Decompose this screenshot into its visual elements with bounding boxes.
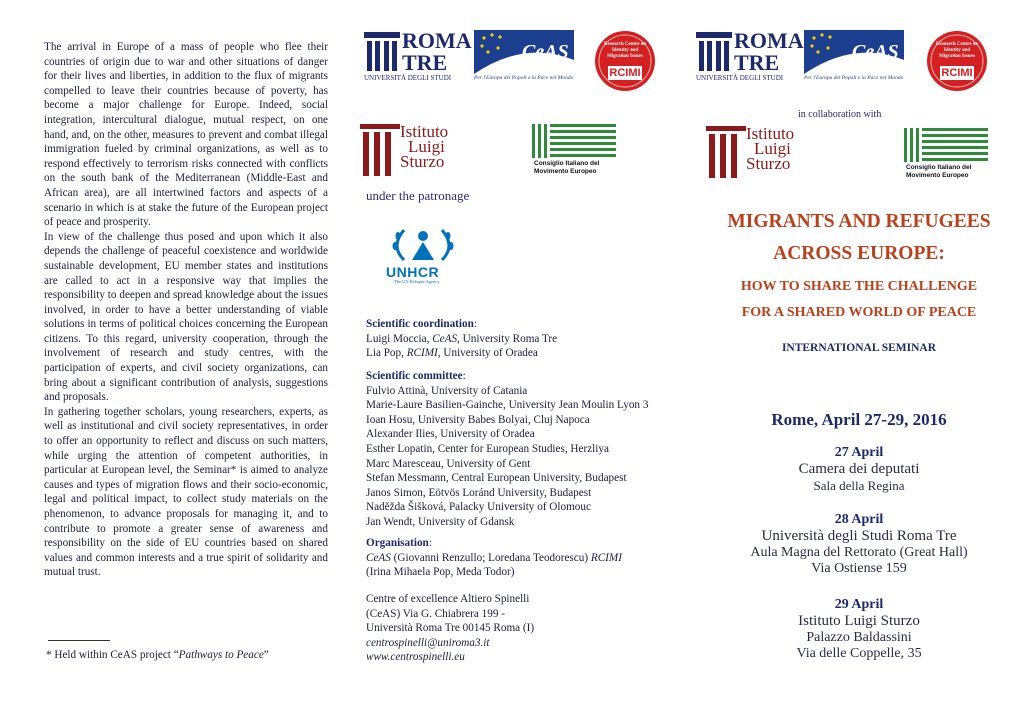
footnote-project: Pathways to Peace	[178, 649, 264, 661]
contact-email-link[interactable]: centrospinelli@uniroma3.it	[366, 636, 490, 649]
sturzo-emblem-icon	[360, 124, 400, 176]
day-date: 29 April	[834, 597, 884, 612]
roma-tre-bottom-text: TRE	[734, 50, 780, 75]
roma-tre-logo	[364, 28, 472, 82]
contact-line-1: Centre of excellence Altiero Spinelli	[366, 593, 530, 605]
sturzo-emblem-icon	[706, 126, 746, 178]
intro-paragraph-1: The arrival in Europe of a mass of people who flee their countries of origin due to war and other situations of danger for their lives and liberties, in addition to the flux of migrants compelled to leave their countries because of poverty, has become a major challenge for Europe. Indeed, social integration, intercultural dialogue, mutual respect, on one hand, and, on the other, measures to prevent and combat illegal immigration fueled by criminal organizations, as well as to respond effectively to terrorism risks connected with conflicts on the south bank of the Mediterranean (Middle-East and African area), are all intertwined factors and aspects of a scenario in which is at stake the future of the European project of peace and prosperity.	[44, 41, 328, 229]
coordination-heading: Scientific coordination	[366, 318, 474, 330]
organisation-line-1	[366, 551, 622, 566]
coordinator-2	[366, 346, 557, 361]
title-line-3: HOW TO SHARE THE CHALLENGE	[740, 279, 978, 294]
sturzo-text-2: Luigi	[754, 139, 791, 158]
coordinator-1-centre: CeAS	[432, 332, 458, 345]
rcimi-logo	[594, 30, 656, 92]
cime-stripes-icon	[902, 128, 988, 162]
contact-block	[366, 592, 534, 665]
unhcr-text: UNHCR	[386, 264, 440, 280]
committee-member: Marie-Laure Basilien-Gainche, University Jean Moulin Lyon 3	[366, 399, 649, 412]
ceas-sub-text: Per l'Europa dei Popoli e la Pace nel Mondo	[804, 75, 904, 81]
organisation-ceas-people: (Giovanni Renzullo; Loredana Teodorescu)	[390, 551, 591, 564]
sturzo-text-1: Istituto	[400, 122, 449, 141]
committee-member: Fulvio Attinà, University of Catania	[366, 384, 528, 397]
roma-tre-top-text: ROMA	[402, 28, 472, 53]
rcimi-emblem-icon	[594, 30, 656, 92]
committee-member: Ioan Hosu, University Babes Bolyai, Cluj Napoca	[366, 413, 590, 426]
title-line-4: FOR A SHARED WORLD OF PEACE	[741, 305, 977, 320]
coordinator-2-centre: RCIMI	[406, 347, 438, 360]
organisation	[366, 536, 622, 580]
rcimi-text: RCIMI	[941, 67, 973, 79]
day-27-april	[698, 445, 1020, 494]
rcimi-text: RCIMI	[609, 67, 641, 79]
ceas-sub-text: Per l'Europa dei Popoli e la Pace nel Mondo	[474, 75, 574, 81]
coordinator-1-univ: , University Roma Tre	[457, 332, 558, 345]
day-29-april	[698, 597, 1020, 662]
committee-heading: Scientific committee	[366, 370, 463, 382]
day-28-april	[698, 512, 1020, 577]
cime-text-1: Consiglio Italiano del	[906, 164, 972, 171]
event-date: Rome, April 27-29, 2016	[771, 410, 947, 429]
coordinator-1-name: Luigi Moccia,	[366, 332, 433, 345]
sturzo-logo	[360, 124, 456, 180]
unhcr-logo	[382, 222, 464, 284]
day-room: Sala della Regina	[813, 478, 905, 493]
footnote-prefix: * Held within CeAS project “	[46, 649, 179, 661]
intro-paragraph-3: In gathering together scholars, young researchers, experts, as well as institutional and civil society representatives, in order to offer an opportunity to reflect and discuss on such matters, while urging the attention of competent authorities, in particular at European level, the Seminar* is aimed to analyze causes and types of migration flows and their socio-economic, legal and political impact, to collect study materials on the phenomenon, to advance proposals for managing it, and to contribute to promote a greater sense of awareness and responsibility on the side of EU countries based on shared values and common interests and a true spirit of solidarity and mutual trust.	[44, 405, 328, 579]
title-line-1: MIGRANTS AND REFUGEES	[727, 211, 991, 232]
sturzo-text-1: Istituto	[746, 124, 795, 143]
committee-colon: :	[462, 370, 466, 382]
organisation-line-2: (Irina Mihaela Pop, Meda Todor)	[366, 566, 515, 579]
day-room: Aula Magna del Rettorato (Great Hall)	[750, 545, 968, 560]
sturzo-logo	[706, 126, 802, 182]
day-address: Via delle Coppelle, 35	[796, 646, 922, 661]
intro-text	[44, 40, 328, 580]
ceas-emblem-icon	[804, 30, 904, 74]
day-venue: Istituto Luigi Sturzo	[798, 613, 920, 629]
day-room: Palazzo Baldassini	[806, 630, 912, 645]
cime-text-2: Movimento Europeo	[534, 167, 597, 175]
committee-member: Esther Lopatin, Center for European Studies, Herzliya	[366, 442, 609, 455]
footnote-rule	[48, 640, 110, 641]
sturzo-text-3: Sturzo	[746, 154, 791, 173]
scientific-committee	[366, 369, 648, 530]
rcimi-emblem-icon	[926, 30, 988, 92]
intro-paragraph-2: In view of the challenge thus posed and upon which it also depends the challenge of peaceful coexistence and worldwide sustainable development, EU member states and institutions are called to act in a responsive way that implies the responsibility to deepen and spread knowledge about the issues involved, in order to have a better understanding of viable solutions in terms of political choices concerning the European citizens. To this regard, university cooperation, through the involvement of research and study centres, with the participation of experts, and civil society organizations, can bring about a significant contribution of analysis, suggestions and proposals.	[44, 230, 328, 404]
cime-text-2: Movimento Europeo	[906, 171, 969, 179]
coordinator-2-univ: , University of Oradea	[437, 347, 538, 360]
committee-member: Jan Wendt, University of Gdansk	[366, 515, 515, 528]
coordination-colon: :	[473, 318, 477, 330]
cime-text-1: Consiglio Italiano del	[534, 160, 600, 167]
contact-line-3: Università Roma Tre 00145 Roma (I)	[366, 622, 535, 635]
roma-tre-emblem-icon	[364, 32, 400, 76]
coordinator-1	[366, 332, 557, 347]
day-venue: Università degli Studi Roma Tre	[761, 528, 957, 544]
rcimi-logo	[926, 30, 988, 92]
organisation-rcimi: RCIMI	[590, 551, 622, 564]
contact-line-2: (CeAS) Via G. Chiabrera 199 -	[366, 607, 505, 620]
day-address: Via Ostiense 159	[811, 561, 907, 576]
footnote-suffix: ”	[263, 649, 269, 661]
rcimi-top-text: Research Centre on Identity and Migration Issues	[935, 42, 979, 59]
title-line-2: ACROSS EUROPE:	[773, 243, 945, 264]
seminar-label: INTERNATIONAL SEMINAR	[781, 342, 937, 354]
cime-stripes-icon	[530, 124, 616, 158]
patronage-label: under the patronage	[366, 188, 470, 203]
roma-tre-sub-text: UNIVERSITÀ DEGLI STUDI	[696, 74, 784, 82]
committee-member: Stefan Messmann, Central European University, Budapest	[366, 472, 627, 485]
unhcr-sub-text: The UN Refugee Agency	[394, 279, 440, 284]
scientific-coordination	[366, 317, 557, 361]
sturzo-text-2: Luigi	[408, 137, 445, 156]
contact-web-link[interactable]: www.centrospinelli.eu	[366, 651, 465, 664]
organisation-colon: :	[428, 537, 432, 549]
committee-member: Marc Maresceau, University of Gent	[366, 457, 531, 470]
ceas-logo	[804, 30, 910, 84]
unhcr-emblem-icon	[382, 222, 464, 268]
committee-member: Alexander Ilies, University of Oradea	[366, 428, 535, 441]
cime-logo	[902, 128, 990, 184]
organisation-heading: Organisation	[366, 537, 429, 549]
roma-tre-logo	[696, 28, 804, 82]
coordinator-2-name: Lia Pop,	[366, 347, 407, 360]
roma-tre-sub-text: UNIVERSITÀ DEGLI STUDI	[364, 74, 452, 82]
cime-logo	[530, 124, 618, 180]
ceas-emblem-icon	[474, 30, 574, 74]
committee-member: Naděžda Šišková, Palacky University of Olomouc	[366, 501, 591, 514]
intro-column	[44, 40, 328, 580]
ceas-logo-text: CeAS	[522, 41, 569, 63]
rcimi-top-text: Research Centre on Identity and Migration Issues	[603, 42, 647, 59]
day-date: 27 April	[834, 445, 884, 460]
collaboration-label: in collaboration with	[798, 109, 882, 120]
day-venue: Camera dei deputati	[798, 461, 920, 477]
roma-tre-top-text: ROMA	[734, 28, 804, 53]
roma-tre-bottom-text: TRE	[402, 50, 448, 75]
day-date: 28 April	[834, 512, 884, 527]
sturzo-text-3: Sturzo	[400, 152, 445, 171]
organisation-ceas: CeAS	[366, 551, 391, 564]
committee-member: Janos Simon, Eötvös Loránd University, Budapest	[366, 486, 592, 499]
ceas-logo-text: CeAS	[852, 41, 899, 63]
footnote	[46, 649, 269, 661]
roma-tre-emblem-icon	[696, 32, 732, 76]
ceas-logo	[474, 30, 580, 84]
